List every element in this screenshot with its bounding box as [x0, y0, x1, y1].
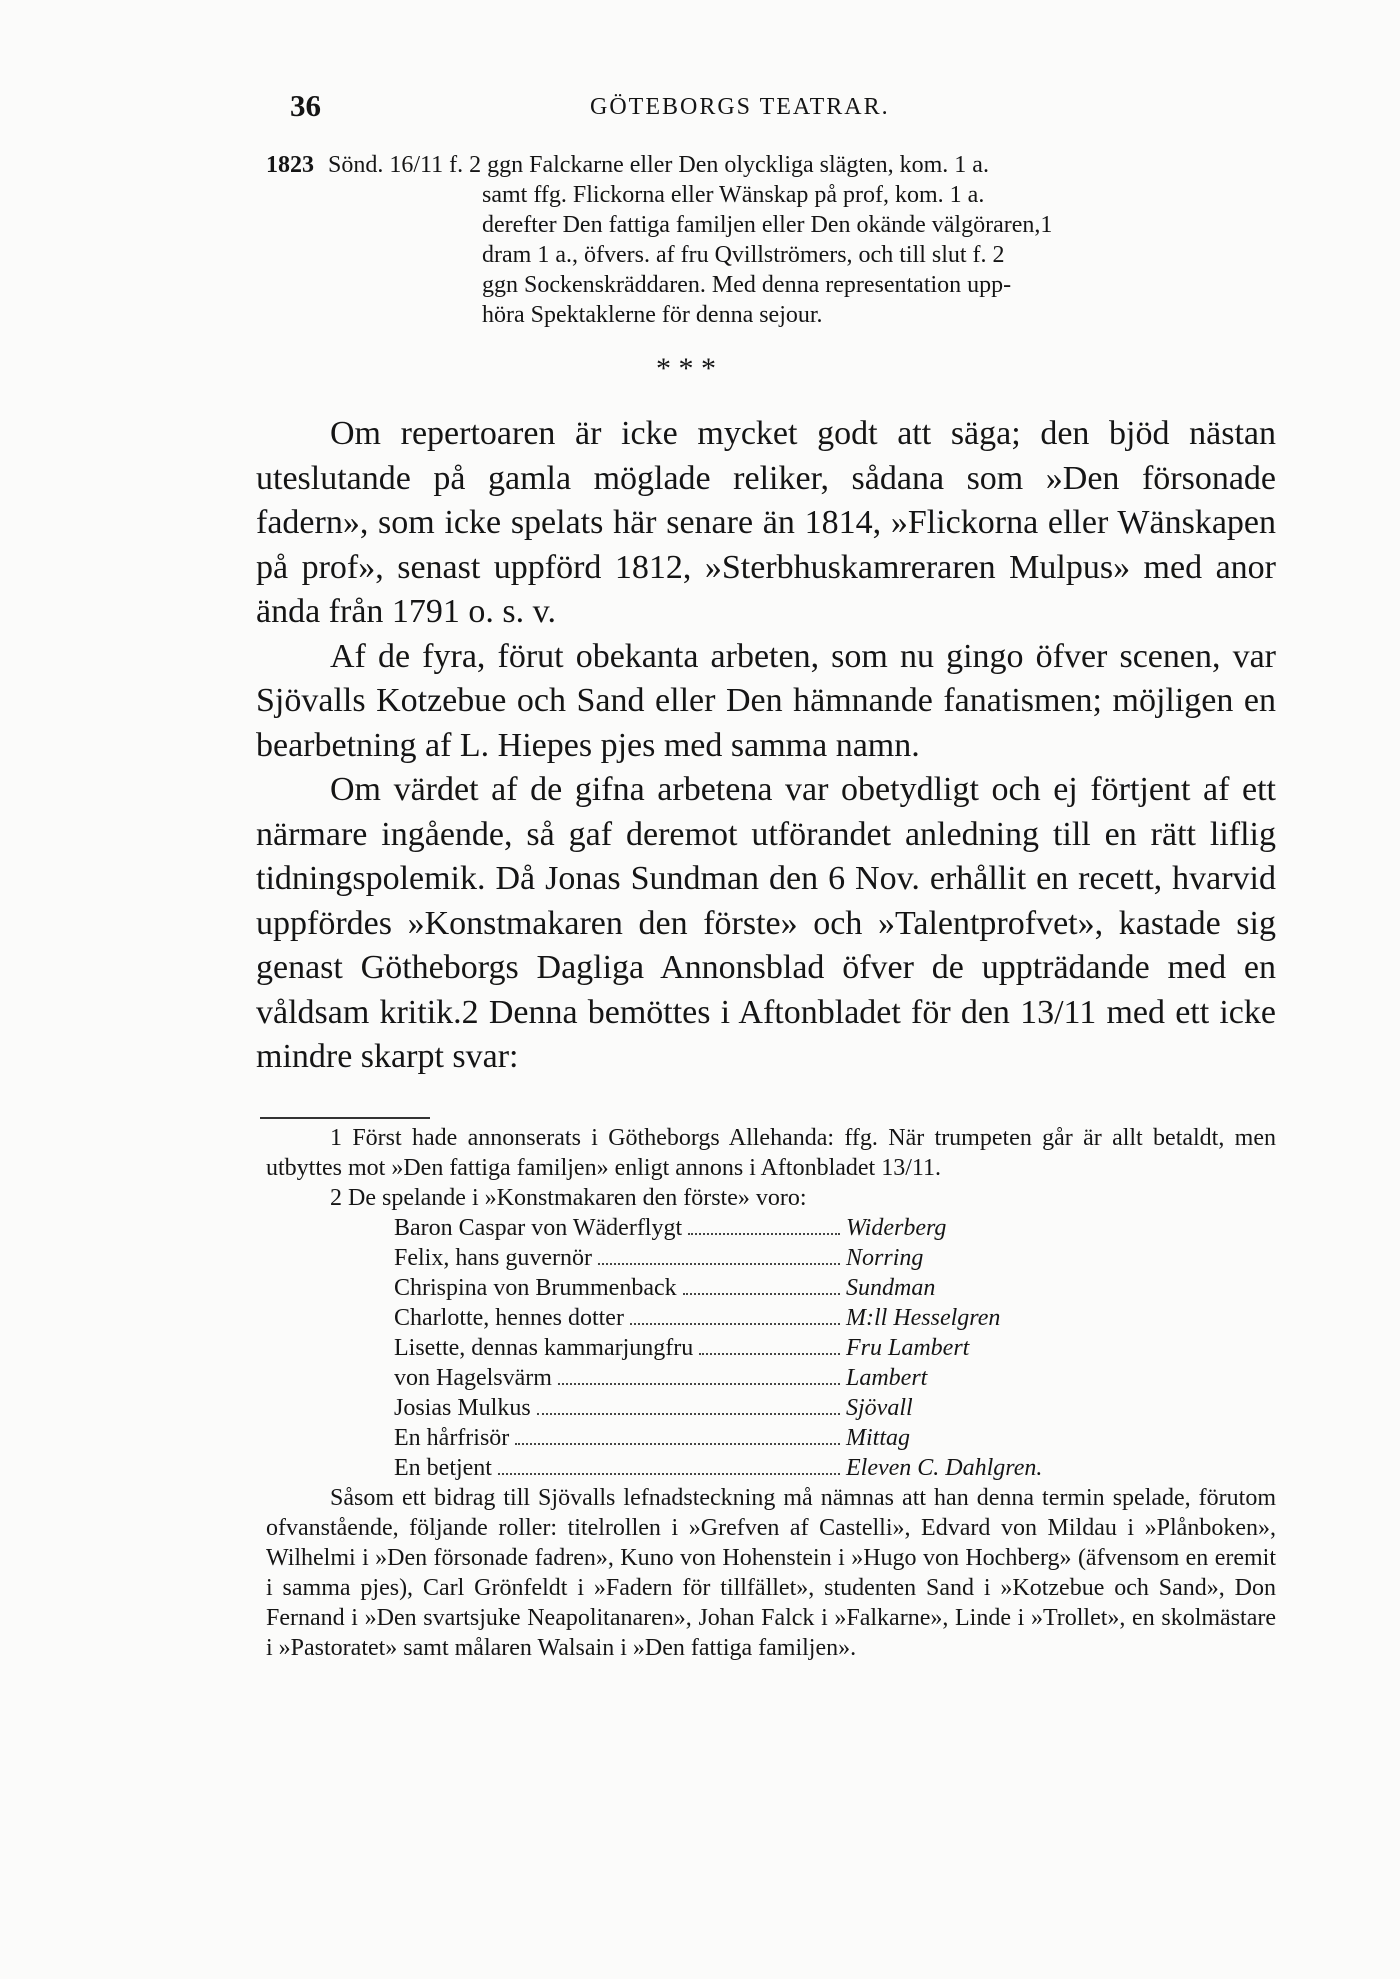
cast-role: Charlotte, hennes dotter — [394, 1305, 624, 1331]
body-paragraph: Om repertoaren är icke mycket godt att säga; den bjöd nästan uteslutande på gamla möglade reliker, sådana som »Den försonade fadern», som icke spelats här senare än 1814, »Flickorna eller Wänskapen på prof», senast uppförd 1812, »Sterbhuskamreraren Mulpus» med anor ända från 1791 o. s. v. — [256, 415, 1276, 630]
cast-role: En betjent — [394, 1455, 492, 1481]
cast-row — [394, 1273, 1114, 1303]
cast-row — [394, 1303, 1114, 1333]
footnote-2-intro: 2 De spelande i »Konstmakaren den förste» voro: — [330, 1185, 807, 1211]
cast-list — [394, 1213, 1114, 1483]
cast-actor: Lambert — [846, 1365, 928, 1391]
footnote-2-text: Såsom ett bidrag till Sjövalls lefnadsteckning må nämnas att han denna termin spelade, förutom ofvanstående, följande roller: titelrollen i »Grefven af Castelli», Edvard von Mildau i »Plånboken», Wilhelmi i »Den försonade fadren», Kuno von Hohenstein i »Hugo von Hochberg» (äfvensom en eremit i samma pjes), Carl Grönfeldt i »Fadern för tillfället», studenten Sand i »Kotzebue och Sand», Don Fernand i »Den svartsjuke Neapolitanaren», Johan Falck i »Falkarne», Linde i »Trollet», en skolmästare i »Pastoratet» samt målaren Walsain i »Den fattiga familjen». — [266, 1485, 1276, 1661]
leader-dots — [683, 1293, 840, 1295]
cast-actor: Sjövall — [846, 1395, 913, 1421]
entry-line: Sönd. 16/11 f. 2 ggn Falckarne eller Den olyckliga slägten, kom. 1 a. — [328, 152, 989, 178]
cast-row — [394, 1423, 1114, 1453]
cast-actor: Mittag — [846, 1425, 910, 1451]
leader-dots — [598, 1263, 840, 1265]
entry-line: ggn Sockenskräddaren. Med denna representation upp- — [482, 272, 1012, 298]
main-text — [256, 412, 1276, 1080]
leader-dots — [630, 1323, 840, 1325]
body-paragraph: Af de fyra, förut obekanta arbeten, som nu gingo öfver scenen, var Sjövalls Kotzebue och Sand eller Den hämnande fanatismen; möjligen en bearbetning af L. Hiepes pjes med samma namn. — [256, 637, 1276, 764]
entry-line: dram 1 a., öfvers. af fru Qvillströmers, och till slut f. 2 — [482, 242, 1005, 268]
cast-row — [394, 1213, 1114, 1243]
entry-first-line — [266, 150, 1276, 180]
cast-actor: Widerberg — [846, 1215, 947, 1241]
cast-actor: M:ll Hesselgren — [846, 1305, 1001, 1331]
cast-row — [394, 1453, 1114, 1483]
leader-dots — [498, 1473, 840, 1475]
separator-glyphs: * * * — [656, 352, 716, 385]
cast-actor: Eleven C. Dahlgren. — [846, 1455, 1043, 1481]
entry-line: höra Spektaklerne för denna sejour. — [482, 302, 823, 328]
page-header — [290, 88, 1280, 128]
footnote-rule — [260, 1117, 430, 1119]
leader-dots — [558, 1383, 840, 1385]
cast-role: Chrispina von Brummenback — [394, 1275, 677, 1301]
cast-actor: Fru Lambert — [846, 1335, 970, 1361]
cast-row — [394, 1333, 1114, 1363]
entry-year: 1823 — [266, 152, 314, 178]
cast-role: Baron Caspar von Wäderflygt — [394, 1215, 683, 1241]
section-separator — [0, 352, 1400, 402]
cast-actor: Sundman — [846, 1275, 936, 1301]
entry-line: samt ffg. Flickorna eller Wänskap på prof, kom. 1 a. — [482, 182, 985, 208]
footnote-1: 1 Först hade annonserats i Götheborgs Allehanda: ffg. När trumpeten går är allt betaldt, men utbyttes mot »Den fattiga familjen» enligt annons i Aftonbladet 13/11. — [266, 1125, 1276, 1181]
cast-role: von Hagelsvärm — [394, 1365, 552, 1391]
cast-role: Felix, hans guvernör — [394, 1245, 592, 1271]
cast-row — [394, 1363, 1114, 1393]
cast-role: Josias Mulkus — [394, 1395, 531, 1421]
cast-row — [394, 1243, 1114, 1273]
leader-dots — [515, 1443, 840, 1445]
leader-dots — [688, 1233, 840, 1235]
performance-entry — [266, 150, 1276, 330]
body-paragraph: Om värdet af de gifna arbetena var obetydligt och ej förtjent af ett närmare ingående, så gaf deremot utförandet anledning till en rätt liflig tidningspolemik. Då Jonas Sundman den 6 Nov. erhållit en recett, hvarvid uppfördes »Konstmakaren den förste» och »Talentprofvet», kastade sig genast Götheborgs Dagliga Annonsblad öfver de uppträdande med en våldsam kritik.2 Denna bemöttes i Aftonbladet för den 13/11 med ett icke mindre skarpt svar: — [256, 771, 1276, 1075]
leader-dots — [699, 1353, 840, 1355]
cast-actor: Norring — [846, 1245, 924, 1271]
leader-dots — [537, 1413, 840, 1415]
running-title: GÖTEBORGS TEATRAR. — [590, 94, 890, 120]
entry-line: derefter Den fattiga familjen eller Den okände välgöraren,1 — [482, 212, 1053, 238]
page-number: 36 — [290, 88, 321, 123]
cast-row — [394, 1393, 1114, 1423]
cast-role: En hårfrisör — [394, 1425, 510, 1451]
footnotes — [266, 1123, 1276, 1663]
cast-role: Lisette, dennas kammarjungfru — [394, 1335, 694, 1361]
